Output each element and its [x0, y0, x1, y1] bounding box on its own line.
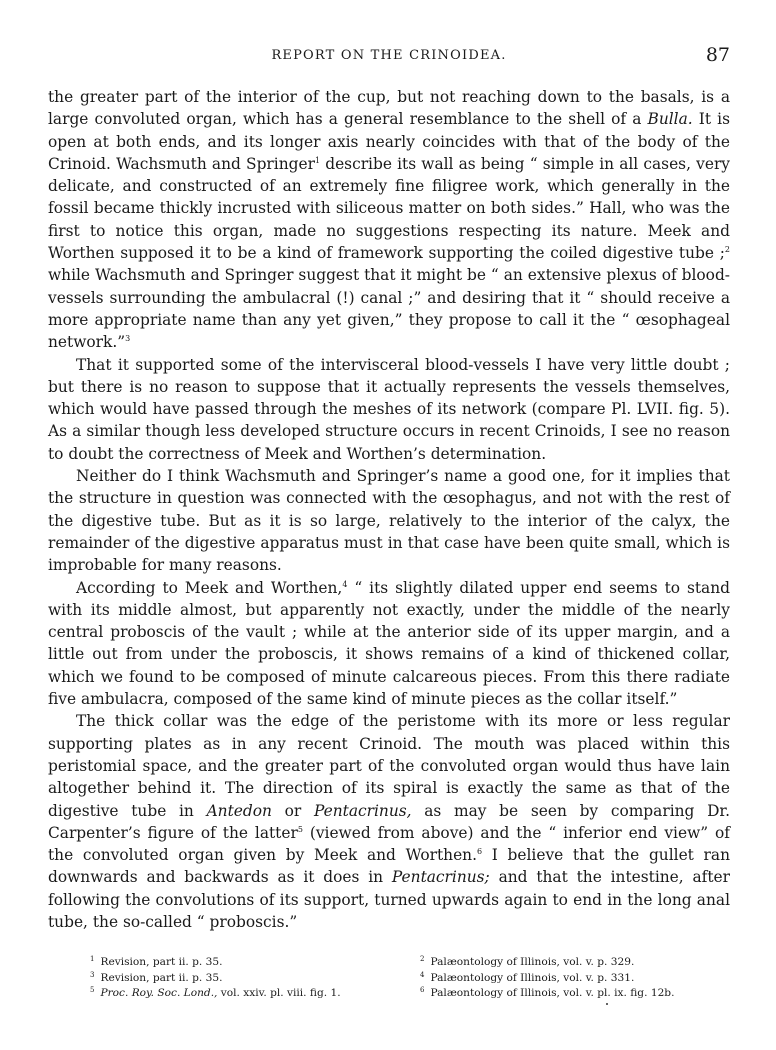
italic-text: Antedon — [206, 801, 272, 820]
footnote-2 — [420, 955, 710, 971]
text-run: It is open at both ends, and its longer axis nearly coincides with that of the body of the Crinoid. Wachsmuth and Springer — [48, 110, 730, 173]
page-header — [48, 44, 730, 68]
footnote-text: vol. xxiv. pl. viii. fig. 1. — [217, 987, 341, 999]
footnote-row — [90, 986, 710, 1002]
text-run: That it supported some of the intervisceral blood-vessels I have very little doubt ; but there is no reason to suppose that it actually represents the vessels themselves, which would have passed through the meshes of its network (compare Pl. LVII. fig. 5). As a similar though less developed structure occurs in recent Crinoids, I see no reason to doubt the correctness of Meek and Worthen’s determination. — [48, 355, 730, 463]
body-text — [48, 86, 730, 933]
text-run: According to Meek and Worthen, — [76, 578, 343, 597]
text-run: while Wachsmuth and Springer suggest that it might be “ an extensive plexus of blood-vessels surrounding the ambulacral (!) canal ;” and desiring that it “ should receive a more appropriate name than any yet given,” they propose to call it the “ œsophageal network.” — [48, 266, 730, 352]
footnote-mark: 2 — [420, 955, 425, 963]
text-run: and that the intestine, after following the convolutions of its support, turned upwards again to end in the long anal tube, the so-called “ proboscis.” — [48, 868, 730, 931]
footnote-text: Palæontology of Illinois, vol. v. p. 329. — [430, 956, 635, 968]
italic-text: Pentacrinus, — [313, 801, 412, 820]
footnote-ref: 6 — [476, 847, 483, 857]
footnote-row — [90, 971, 710, 987]
footnote-ref: 5 — [297, 824, 303, 834]
paragraph — [48, 465, 730, 576]
text-run: (viewed from above) and the “ inferior end view” of the convoluted organ given by Meek and Worthen. — [48, 823, 730, 865]
footnote-4 — [420, 971, 710, 987]
footnote-ref: 3 — [125, 334, 131, 344]
footnote-mark: 3 — [90, 970, 95, 979]
footnote-mark: 5 — [90, 986, 95, 994]
italic-text: Bulla. — [647, 110, 693, 129]
text-run: I believe that the gullet ran downwards and backwards as it does in — [48, 846, 730, 887]
footnote-text: Palæontology of Illinois, vol. v. p. 331. — [430, 971, 635, 984]
footnote-mark: 4 — [420, 970, 425, 979]
footnote-mark: 6 — [420, 986, 425, 994]
running-head: REPORT ON THE CRINOIDEA. — [271, 48, 507, 63]
text-run: the greater part of the interior of the cup, but not reaching down to the basals, is a large convoluted organ, which has a general resemblance to the shell of a — [48, 88, 730, 129]
footnotes — [90, 955, 710, 1002]
paragraph — [48, 354, 730, 465]
footnote-row — [90, 955, 710, 971]
footnote-ref: 2 — [724, 245, 730, 255]
text-run: The thick collar was the edge of the peristome with its more or less regular supporting plates as in any recent Crinoid. The mouth was placed within this peristomial space, and the greater part of the convoluted organ would thus have lain altogether behind it. The direction of its spiral is exactly the same as that of the digestive tube in — [48, 712, 730, 820]
paragraph — [48, 577, 730, 711]
text-run: or — [271, 801, 314, 820]
footnote-text: Palæontology of Illinois, vol. v. pl. ix. fig. 12b. — [430, 987, 675, 999]
footnote-3 — [90, 971, 420, 987]
footnote-text: Revision, part ii. p. 35. — [100, 956, 223, 968]
paragraph — [48, 710, 730, 933]
text-run: “ its slightly dilated upper end seems to stand with its middle almost, but apparently not exactly, under the middle of the nearly central proboscis of the vault ; while at the anterior side of its upper margin, and a little out from under the proboscis, it shows remains of a kind of thickened collar, which we found to be composed of minute calcareous pieces. From this there radiate five ambulacra, composed of the same kind of minute pieces as the collar itself.” — [48, 578, 731, 709]
footnote-text: Revision, part ii. p. 35. — [100, 971, 223, 984]
footnote-5 — [90, 986, 420, 1002]
text-run: Neither do I think Wachsmuth and Springer’s name a good one, for it implies that the structure in question was connected with the œsophagus, and not with the rest of the digestive tube. But as it is so large, relatively to the interior of the calyx, the remainder of the digestive apparatus must in that case have been quite small, which is improbable for many reasons. — [48, 467, 730, 575]
paragraph — [48, 86, 730, 354]
text-run: as may be seen by comparing Dr. Carpenter’s figure of the latter — [48, 801, 730, 842]
footnote-ref: 1 — [314, 155, 321, 165]
footnote-6 — [420, 986, 710, 1002]
footnote-italic-text: Proc. Roy. Soc. Lond., — [100, 987, 218, 999]
text-run: describe its wall as being “ simple in all cases, very delicate, and constructed of an extremely fine filigree work, which generally in the fossil became thickly incrusted with siliceous matter on both sides.” Hall, who was the first to notice this organ, made no suggestions respecting its nature. Meek and Worthen supposed it to be a kind of framework supporting the coiled digestive tube ; — [48, 154, 730, 263]
footnote-1 — [90, 955, 420, 971]
italic-text: Pentacrinus; — [391, 868, 490, 887]
footnote-mark: 1 — [90, 955, 95, 963]
print-speck — [606, 1003, 608, 1005]
page-number: 87 — [705, 44, 730, 66]
footnote-ref: 4 — [342, 579, 348, 589]
